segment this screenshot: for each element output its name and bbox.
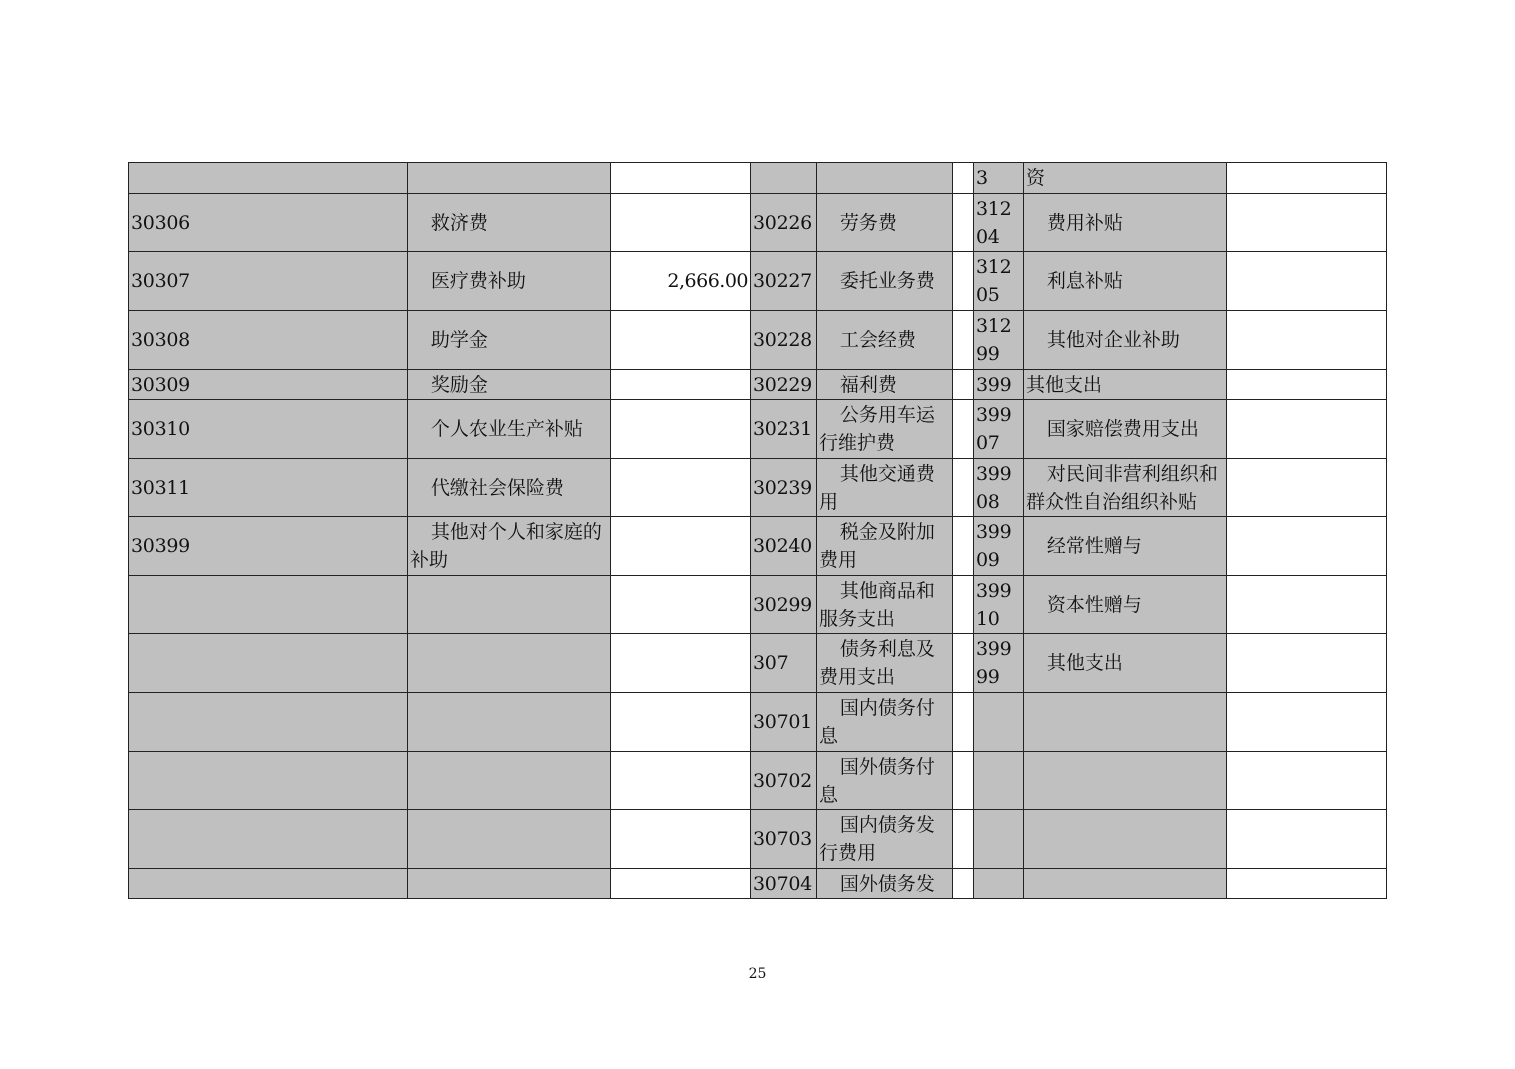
cell-code-col2: 30226 (751, 194, 817, 252)
cell-amount-col1 (611, 869, 751, 899)
cell-name-col1 (408, 163, 611, 194)
cell-code-col3: 3 (974, 163, 1024, 194)
cell-code-col1 (129, 869, 408, 899)
cell-code-col2: 30704 (751, 869, 817, 899)
cell-amount-col1 (611, 400, 751, 459)
cell-amount-col1 (611, 634, 751, 693)
cell-name-col2: 国外债务发 (817, 869, 953, 899)
cell-amount-col3 (1227, 400, 1387, 459)
cell-amount-col1 (611, 370, 751, 400)
cell-amount-col2 (953, 400, 974, 459)
cell-name-col1: 助学金 (408, 311, 611, 370)
cell-amount-col3 (1227, 869, 1387, 899)
table-body (129, 163, 1387, 899)
cell-name-col1: 其他对个人和家庭的补助 (408, 517, 611, 576)
cell-name-col3 (1024, 693, 1227, 752)
cell-amount-col2 (953, 194, 974, 252)
cell-code-col1 (129, 752, 408, 810)
cell-name-col2: 国内债务付息 (817, 693, 953, 752)
cell-name-col2: 委托业务费 (817, 252, 953, 311)
cell-amount-col2 (953, 869, 974, 899)
cell-amount-col3 (1227, 693, 1387, 752)
cell-name-col1: 代缴社会保险费 (408, 459, 611, 517)
cell-name-col1: 奖励金 (408, 370, 611, 400)
table-row (129, 693, 1387, 752)
cell-code-col2: 30701 (751, 693, 817, 752)
cell-code-col1: 30309 (129, 370, 408, 400)
cell-amount-col3 (1227, 311, 1387, 370)
cell-name-col1: 医疗费补助 (408, 252, 611, 311)
cell-code-col1 (129, 634, 408, 693)
cell-name-col2: 国内债务发行费用 (817, 810, 953, 869)
cell-name-col1 (408, 634, 611, 693)
table-row (129, 459, 1387, 517)
cell-name-col1: 个人农业生产补贴 (408, 400, 611, 459)
cell-code-col2: 30231 (751, 400, 817, 459)
cell-name-col1 (408, 693, 611, 752)
cell-name-col1: 救济费 (408, 194, 611, 252)
cell-name-col3: 经常性赠与 (1024, 517, 1227, 576)
cell-code-col2: 30227 (751, 252, 817, 311)
cell-name-col1 (408, 576, 611, 634)
cell-name-col3: 国家赔偿费用支出 (1024, 400, 1227, 459)
cell-code-col2: 30702 (751, 752, 817, 810)
cell-code-col2: 307 (751, 634, 817, 693)
cell-amount-col2 (953, 810, 974, 869)
cell-code-col2: 30228 (751, 311, 817, 370)
cell-amount-col1 (611, 311, 751, 370)
cell-amount-col3 (1227, 634, 1387, 693)
cell-amount-col1: 2,666.00 (611, 252, 751, 311)
cell-code-col1: 30306 (129, 194, 408, 252)
cell-code-col3: 399 (974, 370, 1024, 400)
table-row (129, 869, 1387, 899)
cell-code-col1: 30308 (129, 311, 408, 370)
cell-code-col3: 39910 (974, 576, 1024, 634)
cell-code-col3: 31205 (974, 252, 1024, 311)
cell-amount-col2 (953, 370, 974, 400)
cell-code-col1: 30311 (129, 459, 408, 517)
budget-table (128, 162, 1387, 899)
cell-code-col3 (974, 693, 1024, 752)
cell-amount-col3 (1227, 252, 1387, 311)
cell-name-col1 (408, 810, 611, 869)
cell-name-col3: 资 (1024, 163, 1227, 194)
cell-code-col3: 39908 (974, 459, 1024, 517)
cell-name-col1 (408, 869, 611, 899)
table-row (129, 311, 1387, 370)
cell-amount-col3 (1227, 194, 1387, 252)
cell-code-col3: 39999 (974, 634, 1024, 693)
cell-amount-col1 (611, 194, 751, 252)
table-row (129, 194, 1387, 252)
cell-amount-col3 (1227, 163, 1387, 194)
cell-name-col2: 劳务费 (817, 194, 953, 252)
cell-amount-col1 (611, 752, 751, 810)
cell-name-col1 (408, 752, 611, 810)
cell-name-col2: 公务用车运行维护费 (817, 400, 953, 459)
cell-code-col3: 31299 (974, 311, 1024, 370)
cell-code-col2 (751, 163, 817, 194)
cell-amount-col2 (953, 517, 974, 576)
table-row (129, 400, 1387, 459)
cell-name-col3: 费用补贴 (1024, 194, 1227, 252)
cell-amount-col1 (611, 576, 751, 634)
cell-code-col3 (974, 752, 1024, 810)
cell-name-col3: 利息补贴 (1024, 252, 1227, 311)
cell-code-col3: 39907 (974, 400, 1024, 459)
cell-name-col3: 对民间非营利组织和群众性自治组织补贴 (1024, 459, 1227, 517)
cell-code-col1: 30307 (129, 252, 408, 311)
cell-amount-col2 (953, 634, 974, 693)
cell-name-col2: 其他交通费用 (817, 459, 953, 517)
cell-name-col2: 债务利息及费用支出 (817, 634, 953, 693)
cell-amount-col2 (953, 752, 974, 810)
cell-code-col3: 39909 (974, 517, 1024, 576)
cell-amount-col3 (1227, 810, 1387, 869)
cell-name-col2 (817, 163, 953, 194)
cell-amount-col2 (953, 311, 974, 370)
cell-amount-col3 (1227, 576, 1387, 634)
cell-code-col3 (974, 869, 1024, 899)
table-row (129, 634, 1387, 693)
table-row (129, 517, 1387, 576)
table-row (129, 752, 1387, 810)
cell-amount-col1 (611, 693, 751, 752)
cell-amount-col2 (953, 252, 974, 311)
cell-amount-col3 (1227, 459, 1387, 517)
cell-name-col3 (1024, 810, 1227, 869)
cell-amount-col1 (611, 810, 751, 869)
cell-code-col2: 30229 (751, 370, 817, 400)
cell-code-col3 (974, 810, 1024, 869)
cell-name-col3: 其他对企业补助 (1024, 311, 1227, 370)
cell-name-col3 (1024, 869, 1227, 899)
cell-amount-col3 (1227, 370, 1387, 400)
cell-name-col2: 国外债务付息 (817, 752, 953, 810)
cell-amount-col2 (953, 459, 974, 517)
table-row (129, 370, 1387, 400)
cell-code-col1: 30399 (129, 517, 408, 576)
cell-name-col2: 税金及附加费用 (817, 517, 953, 576)
cell-code-col1 (129, 693, 408, 752)
page-number: 25 (748, 966, 767, 982)
cell-amount-col1 (611, 517, 751, 576)
table-row (129, 810, 1387, 869)
cell-amount-col1 (611, 459, 751, 517)
cell-code-col1 (129, 810, 408, 869)
cell-name-col3: 其他支出 (1024, 634, 1227, 693)
cell-amount-col2 (953, 163, 974, 194)
cell-code-col1 (129, 576, 408, 634)
cell-amount-col3 (1227, 752, 1387, 810)
cell-code-col2: 30299 (751, 576, 817, 634)
cell-name-col2: 其他商品和服务支出 (817, 576, 953, 634)
cell-name-col2: 福利费 (817, 370, 953, 400)
cell-code-col3: 31204 (974, 194, 1024, 252)
cell-code-col2: 30240 (751, 517, 817, 576)
table-row (129, 252, 1387, 311)
cell-amount-col1 (611, 163, 751, 194)
cell-amount-col2 (953, 693, 974, 752)
table-row (129, 163, 1387, 194)
cell-name-col3 (1024, 752, 1227, 810)
cell-name-col3: 其他支出 (1024, 370, 1227, 400)
cell-code-col1 (129, 163, 408, 194)
cell-amount-col2 (953, 576, 974, 634)
cell-code-col1: 30310 (129, 400, 408, 459)
cell-code-col2: 30703 (751, 810, 817, 869)
cell-name-col2: 工会经费 (817, 311, 953, 370)
table-row (129, 576, 1387, 634)
cell-amount-col3 (1227, 517, 1387, 576)
cell-code-col2: 30239 (751, 459, 817, 517)
cell-name-col3: 资本性赠与 (1024, 576, 1227, 634)
